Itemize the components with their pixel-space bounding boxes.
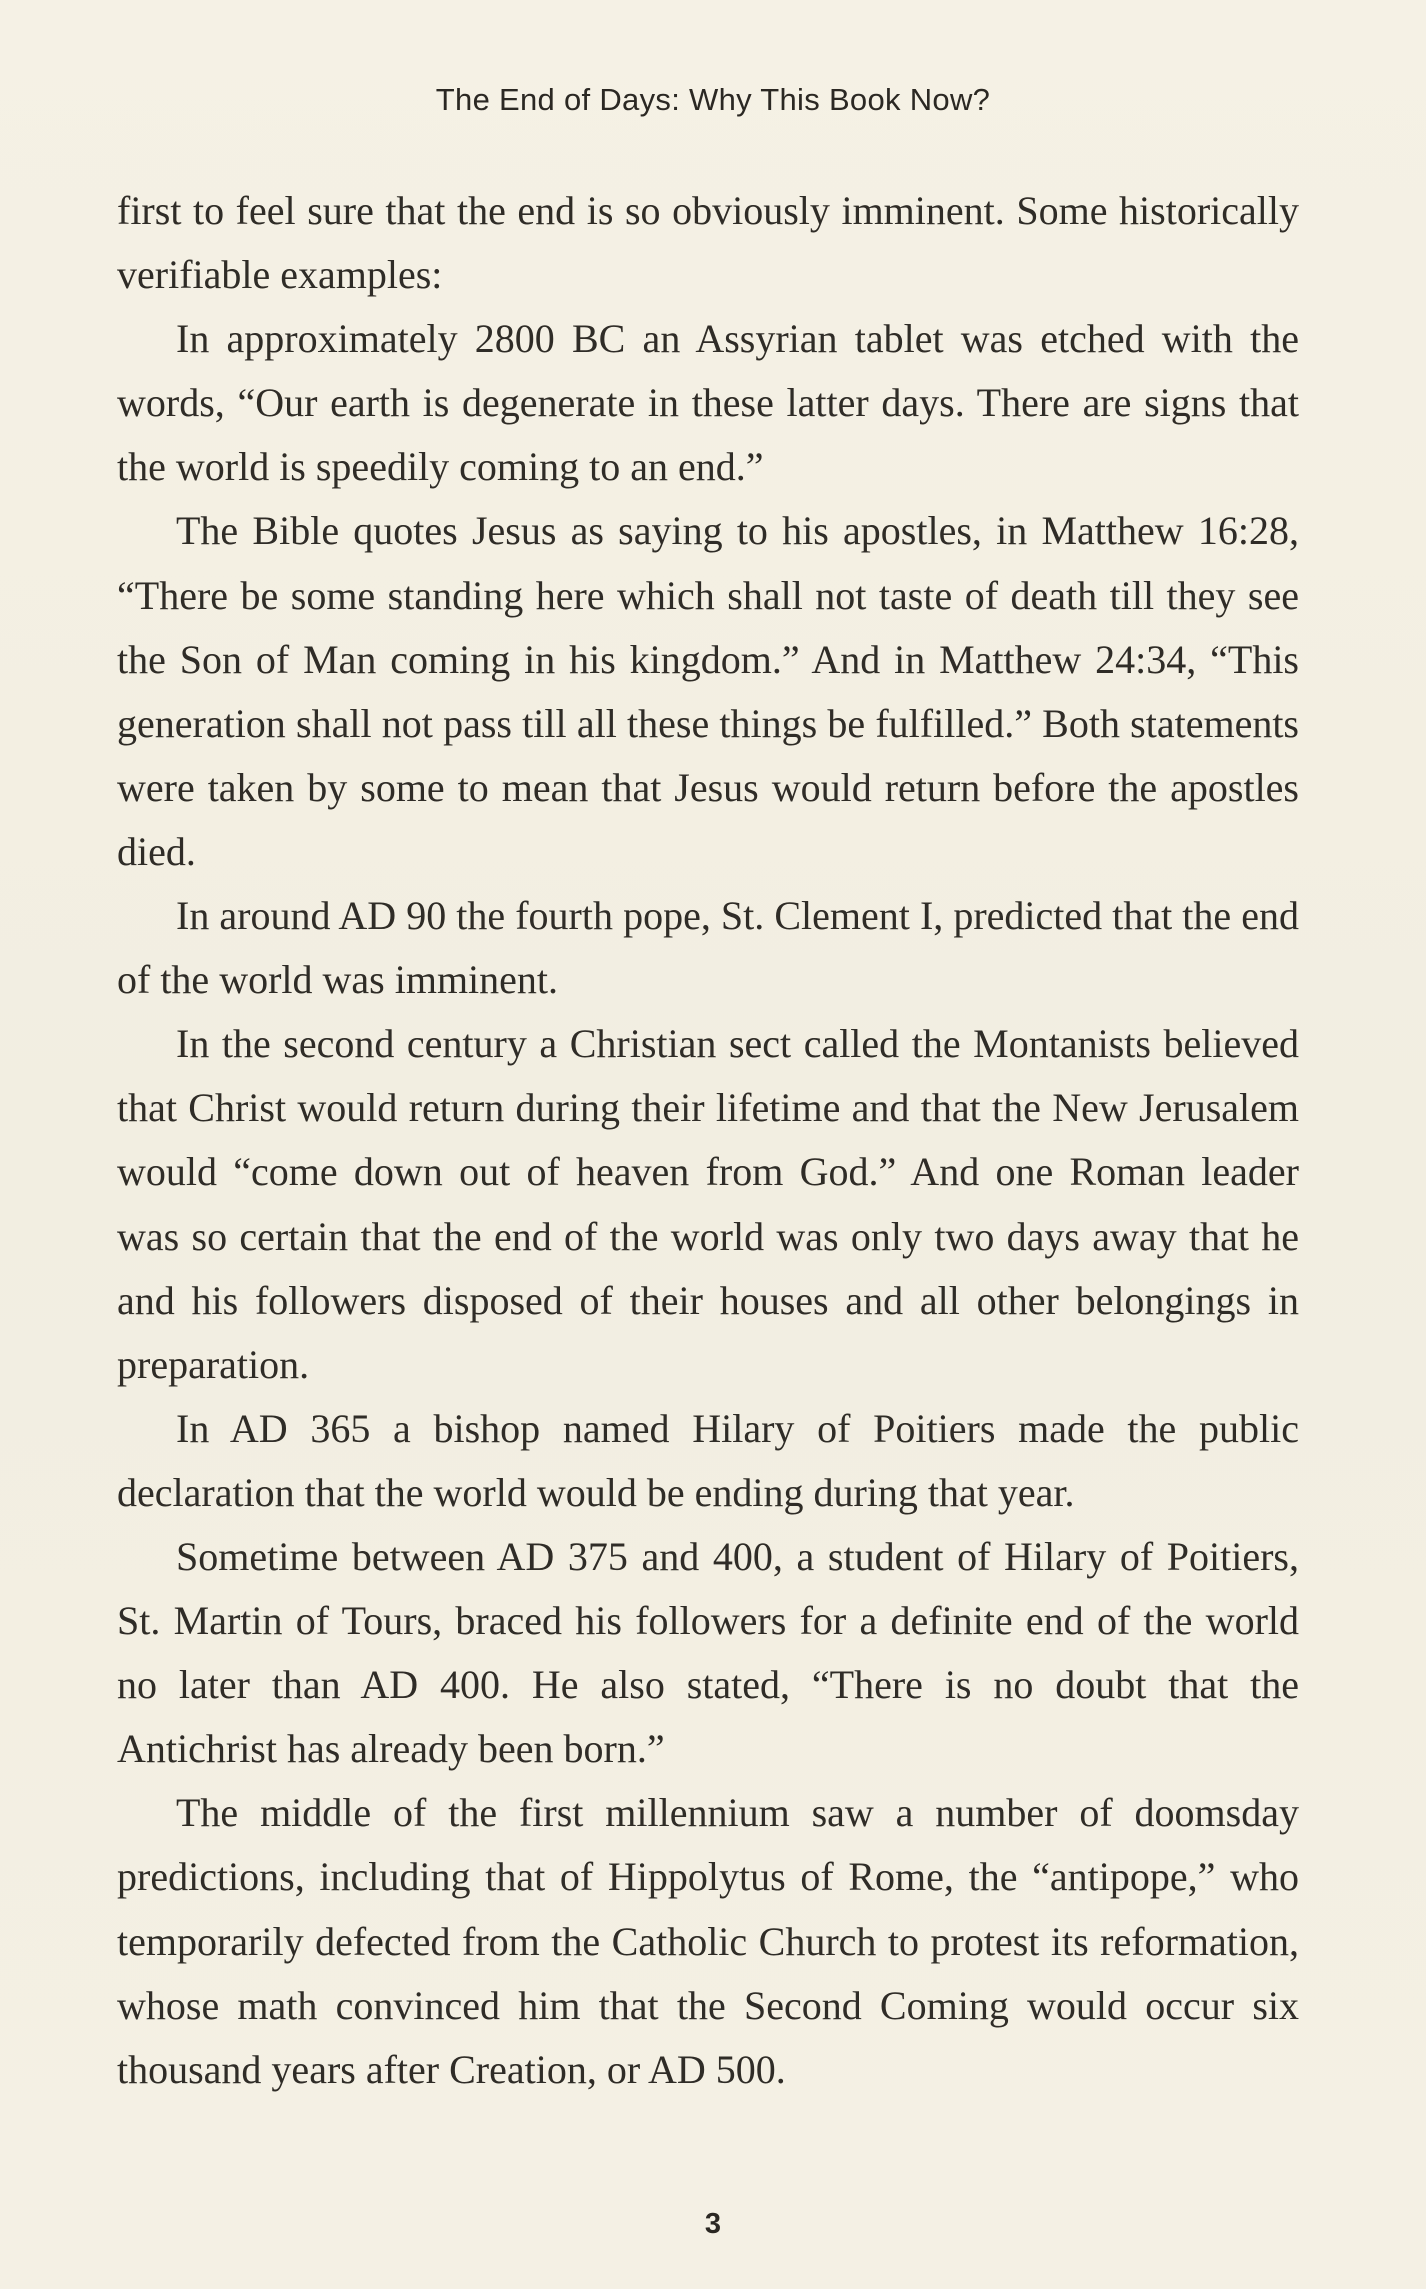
paragraph: In AD 365 a bishop named Hilary of Poitiers made the public declaration that the world would be ending during that year. <box>117 1405 1299 1515</box>
paragraph: In approximately 2800 BC an Assyrian tablet was etched with the words, “Our earth is degenerate in these latter days. There are signs that the world is speedily coming to an end.” <box>117 316 1299 490</box>
paragraph: The Bible quotes Jesus as saying to his apostles, in Matthew 16:28, “There be some standing here which shall not taste of death till they see the Son of Man coming in his kingdom.” And in Matthew 24:34, “This generation shall not pass till all these things be fulfilled.” Both statements were taken by some to mean that Jesus would return before the apostles died. <box>117 508 1299 874</box>
paragraph: Sometime between AD 375 and 400, a student of Hilary of Poitiers, St. Martin of Tours, braced his followers for a definite end of the world no later than AD 400. He also stated, “There is no doubt that the Antichrist has already been born.” <box>117 1533 1299 1772</box>
running-head: The End of Days: Why This Book Now? <box>435 82 991 117</box>
paragraph: The middle of the first millennium saw a number of doomsday predictions, including that of Hippolytus of Rome, the “antipope,” who temporarily defected from the Catholic Church to protest its reformation, whose math convinced him that the Second Coming would occur six thousand years after Creation, or AD 500. <box>117 1790 1299 2092</box>
page-number: 3 <box>704 2208 722 2240</box>
paragraph: In around AD 90 the fourth pope, St. Clement I, predicted that the end of the world was imminent. <box>117 893 1299 1003</box>
paragraph: In the second century a Christian sect called the Montanists believed that Christ would return during their lifetime and that the New Jerusalem would “come down out of heaven from God.” And one Roman leader was so certain that the end of the world was only two days away that he and his followers disposed of their houses and all other belongings in preparation. <box>117 1021 1299 1387</box>
body-text <box>117 179 1299 2102</box>
paragraph: first to feel sure that the end is so obviously imminent. Some historically verifiable examples: <box>117 188 1299 298</box>
